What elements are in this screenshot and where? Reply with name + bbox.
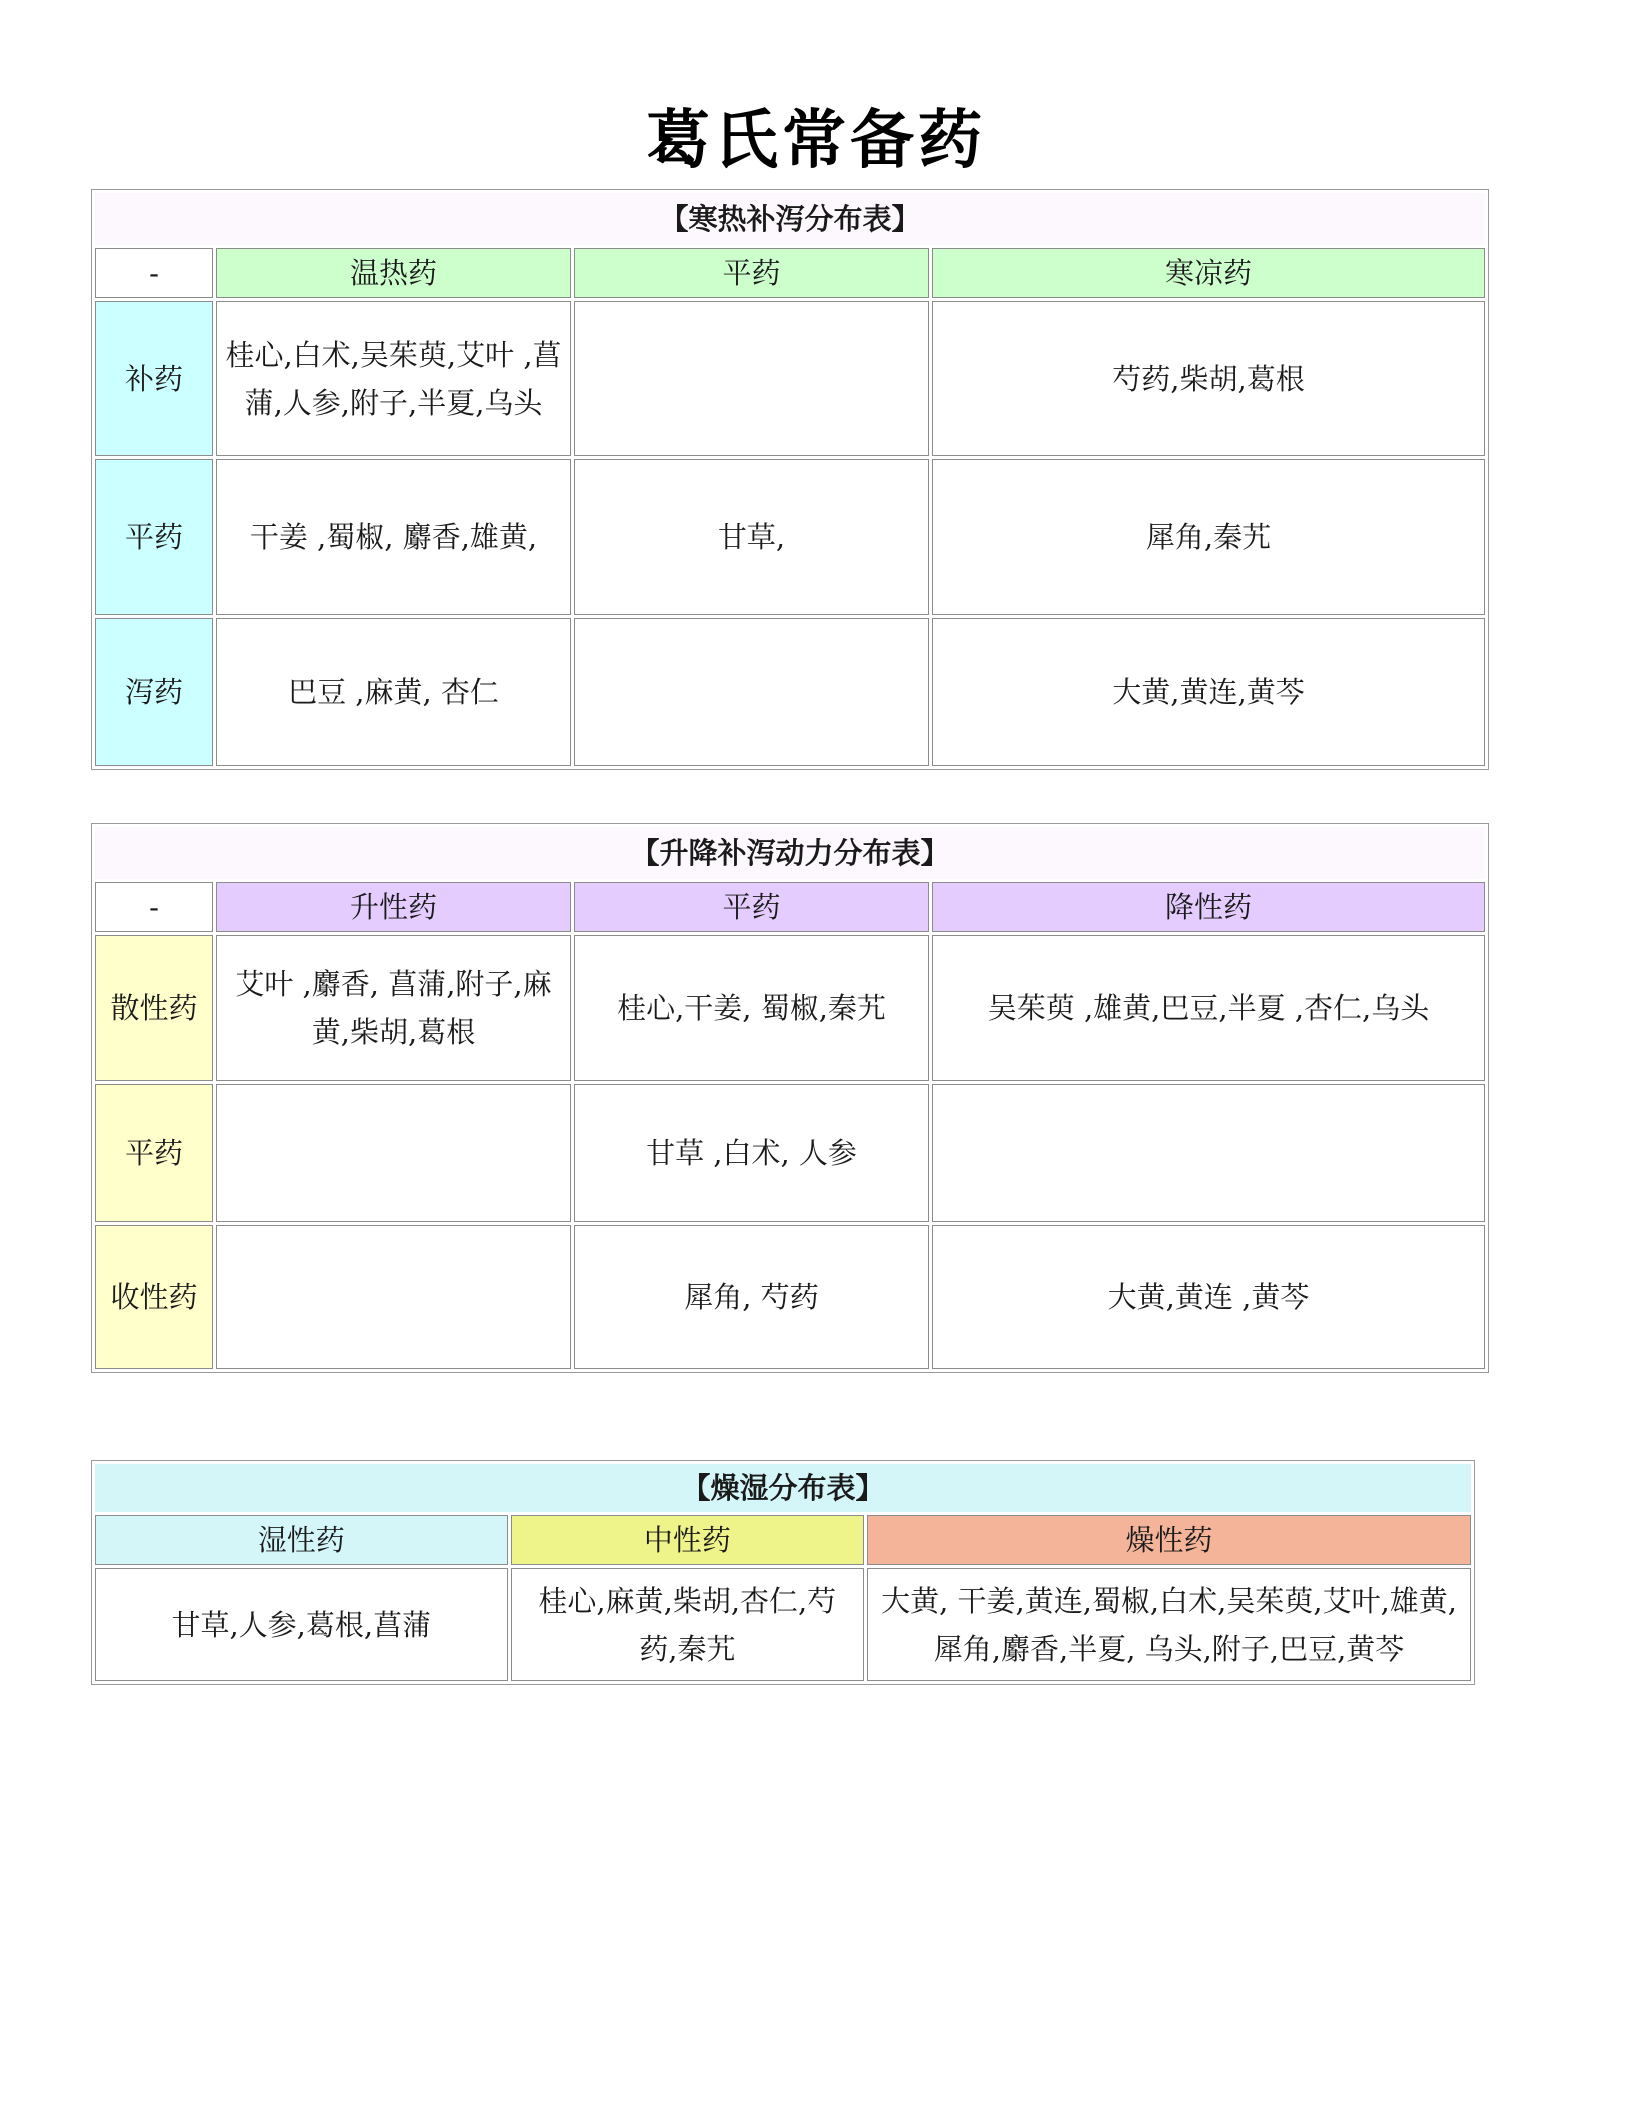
row-header-neutral: 平药	[95, 459, 213, 615]
column-header-warm-hot: 温热药	[216, 248, 571, 298]
document-title: 葛氏常备药	[646, 104, 986, 178]
column-header-neutral: 平药	[574, 248, 929, 298]
table-row	[95, 459, 1485, 615]
table-cell: 甘草,	[574, 459, 929, 615]
column-header-neutral: 中性药	[511, 1515, 865, 1565]
table-cell: 桂心,麻黄,柴胡,杏仁,芍药,秦艽	[511, 1568, 865, 1681]
column-header-cold-cool: 寒凉药	[932, 248, 1485, 298]
column-header-neutral: 平药	[574, 882, 929, 932]
table-caption: 【寒热补泻分布表】	[95, 193, 1485, 245]
corner-cell: -	[95, 248, 213, 298]
dry-wet-distribution-table	[91, 1460, 1475, 1685]
row-header-purging: 泻药	[95, 618, 213, 766]
table-cell: 犀角,秦艽	[932, 459, 1485, 615]
table-cell: 大黄, 干姜,黄连,蜀椒,白术,吴茱萸,艾叶,雄黄,犀角,麝香,半夏, 乌头,附子,巴豆,黄芩	[867, 1568, 1471, 1681]
table-row	[95, 1225, 1485, 1369]
cold-hot-distribution-table	[91, 189, 1489, 770]
table-caption: 【燥湿分布表】	[95, 1464, 1471, 1512]
column-header-dry: 燥性药	[867, 1515, 1471, 1565]
column-header-falling: 降性药	[932, 882, 1485, 932]
table-cell	[574, 618, 929, 766]
table-cell	[932, 1084, 1485, 1222]
table-cell: 巴豆 ,麻黄, 杏仁	[216, 618, 571, 766]
table-cell: 甘草,人参,葛根,菖蒲	[95, 1568, 508, 1681]
table-cell: 桂心,白术,吴茱萸,艾叶 ,菖蒲,人参,附子,半夏,乌头	[216, 301, 571, 456]
corner-cell: -	[95, 882, 213, 932]
table-row	[95, 935, 1485, 1081]
row-header-tonic: 补药	[95, 301, 213, 456]
rise-fall-distribution-table	[91, 823, 1489, 1373]
table-cell	[216, 1225, 571, 1369]
column-header-rising: 升性药	[216, 882, 571, 932]
table-cell: 芍药,柴胡,葛根	[932, 301, 1485, 456]
table-cell: 干姜 ,蜀椒, 麝香,雄黄,	[216, 459, 571, 615]
table-cell: 大黄,黄连 ,黄芩	[932, 1225, 1485, 1369]
table-row	[95, 301, 1485, 456]
table-cell: 大黄,黄连,黄芩	[932, 618, 1485, 766]
table-cell: 甘草 ,白术, 人参	[574, 1084, 929, 1222]
column-header-wet: 湿性药	[95, 1515, 508, 1565]
table-cell: 桂心,干姜, 蜀椒,秦艽	[574, 935, 929, 1081]
table-row	[95, 1568, 1471, 1681]
table-cell: 吴茱萸 ,雄黄,巴豆,半夏 ,杏仁,乌头	[932, 935, 1485, 1081]
table-cell	[216, 1084, 571, 1222]
table-cell: 犀角, 芍药	[574, 1225, 929, 1369]
table-cell: 艾叶 ,麝香, 菖蒲,附子,麻黄,柴胡,葛根	[216, 935, 571, 1081]
row-header-neutral: 平药	[95, 1084, 213, 1222]
table-row	[95, 618, 1485, 766]
row-header-astringent: 收性药	[95, 1225, 213, 1369]
table-row	[95, 1084, 1485, 1222]
row-header-dispersing: 散性药	[95, 935, 213, 1081]
table-caption: 【升降补泻动力分布表】	[95, 827, 1485, 879]
table-cell	[574, 301, 929, 456]
